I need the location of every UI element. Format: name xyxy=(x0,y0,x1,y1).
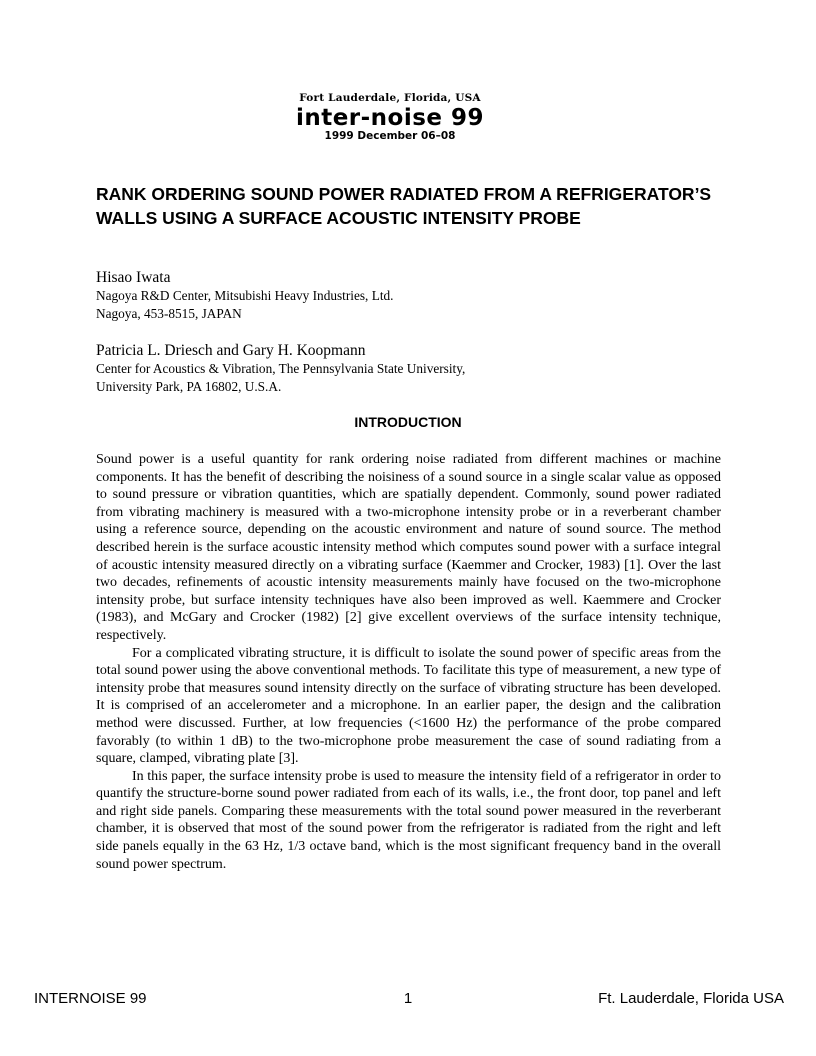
author-affiliation-line: Nagoya R&D Center, Mitsubishi Heavy Industries, Ltd. xyxy=(96,288,394,303)
introduction-body xyxy=(96,451,721,873)
author-name: Patricia L. Driesch and Gary H. Koopmann xyxy=(96,342,366,359)
author-affiliation-line: University Park, PA 16802, U.S.A. xyxy=(96,379,282,394)
conference-location: Fort Lauderdale, Florida, USA xyxy=(299,92,481,104)
footer-left-text: INTERNOISE 99 xyxy=(34,990,147,1007)
paragraph: For a complicated vibrating structure, it is difficult to isolate the sound power of specific areas from the total sound power using the above conventional methods. To facilitate this type of measurement, a new type of intensity probe that measures sound intensity directly on the surface of vibrating structure has been developed. It is comprised of an accelerometer and a microphone. In an earlier paper, the design and the calibration method were discussed. Further, at low frequencies (<1600 Hz) the performance of the probe compared favorably (to within 1 dB) to the two-microphone probe measurement the case of sound radiating from a square, clamped, vibrating plate [3]. xyxy=(96,645,721,767)
conference-logo: inter-noise 99 xyxy=(295,105,485,131)
conference-header xyxy=(290,92,490,142)
author-block-2 xyxy=(96,341,465,396)
paper-title: RANK ORDERING SOUND POWER RADIATED FROM A REFRIGERATOR’S WALLS USING A SURFACE ACOUSTIC INTENSITY PROBE xyxy=(96,184,712,228)
author-block-1 xyxy=(96,268,394,323)
paragraph: Sound power is a useful quantity for rank ordering noise radiated from different machines or machine components. It has the benefit of describing the noisiness of a sound source in a single scalar value as opposed to sound pressure or vibration quantities, which are spatially dependent. Commonly, sound power radiated from vibrating machinery is measured with a two-microphone intensity probe or in a reverberant chamber using a reference source, depending on the acoustic environment and nature of sound source. The method described herein is the surface acoustic intensity method which computes sound power with a surface integral of acoustic intensity measured directly on a vibrating surface (Kaemmer and Crocker, 1983) [1]. Over the last two decades, refinements of acoustic intensity measurements mainly have focused on the two-microphone intensity probe, but surface intensity techniques have also been improved as well. Kaemmere and Crocker (1983), and McGary and Crocker (1982) [2] give excellent overviews of the surface intensity technique, respectively. xyxy=(96,452,721,643)
footer-right-text: Ft. Lauderdale, Florida USA xyxy=(598,990,784,1007)
paragraph: In this paper, the surface intensity probe is used to measure the intensity field of a refrigerator in order to quantify the structure-borne sound power radiated from each of its walls, i.e., the front door, top panel and left and right side panels. Comparing these measurements with the total sound power measured in the reverberant chamber, it is observed that most of the sound power from the refrigerator is radiated from the right and left side panels equally in the 63 Hz, 1/3 octave band, which is the most significant frequency band in the overall sound power spectrum. xyxy=(96,768,721,872)
conference-date: 1999 December 06–08 xyxy=(324,130,456,142)
author-name: Hisao Iwata xyxy=(96,269,171,286)
page-number: 1 xyxy=(403,990,413,1007)
author-affiliation-line: Center for Acoustics & Vibration, The Pennsylvania State University, xyxy=(96,361,466,376)
author-affiliation-line: Nagoya, 453-8515, JAPAN xyxy=(96,306,242,321)
section-heading: INTRODUCTION xyxy=(354,414,462,430)
